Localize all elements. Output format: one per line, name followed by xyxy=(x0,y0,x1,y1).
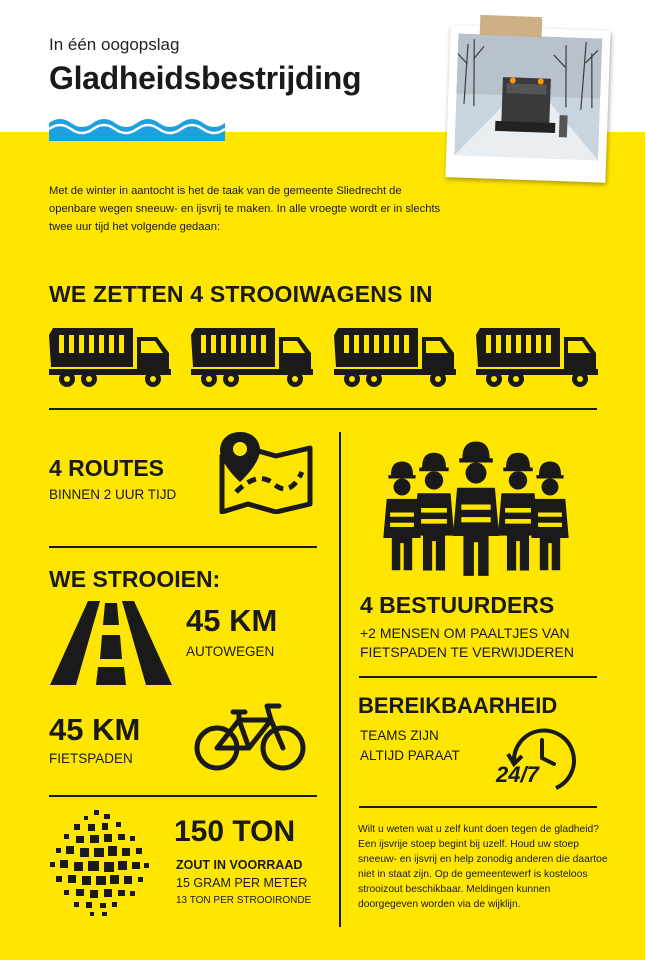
page-title: Gladheidsbestrijding xyxy=(49,60,362,96)
reach-line1: TEAMS ZIJN xyxy=(360,728,439,743)
drivers-line1: +2 MENSEN OM PAALTJES VAN xyxy=(360,625,570,641)
salt-line2: 15 GRAM PER METER xyxy=(176,876,308,890)
drivers-line2: FIETSPADEN TE VERWIJDEREN xyxy=(360,644,574,660)
trucks-heading: WE ZETTEN 4 STROOIWAGENS IN xyxy=(49,281,433,307)
routes-heading: 4 ROUTES xyxy=(49,455,165,481)
bike-value: 45 KM xyxy=(49,712,141,747)
reach-heading: BEREIKBAARHEID xyxy=(358,693,558,718)
divider-top xyxy=(49,408,597,410)
road-icon xyxy=(50,601,172,685)
divider-strooien xyxy=(49,795,317,797)
divider-drivers xyxy=(359,676,597,678)
wave-icon xyxy=(49,115,225,141)
salt-particles-icon xyxy=(44,808,156,920)
routes-sub: BINNEN 2 UUR TIJD xyxy=(49,487,177,502)
salt-line3: 13 TON PER STROOIRONDE xyxy=(176,895,312,906)
divider-vertical xyxy=(339,432,341,927)
drivers-heading: 4 BESTUURDERS xyxy=(360,592,555,618)
intro-text: Met de winter in aantocht is het de taak van de gemeente Sliedrecht de openbare wegen sneeuw- en ijsvrij te maken. In alle vroegte wordt er in slechts twee uur tijd het volgende gedaan: xyxy=(49,185,441,233)
truck-icons xyxy=(49,325,599,389)
bike-label: FIETSPADEN xyxy=(49,751,133,766)
divider-reach xyxy=(359,806,597,808)
gritter-truck-photo xyxy=(445,25,610,182)
divider-routes xyxy=(49,546,317,548)
reach-clock-label: 24/7 xyxy=(496,762,539,787)
tape-strip xyxy=(480,15,543,37)
page-subtitle: In één oogopslag xyxy=(49,35,180,54)
footer-text: Wilt u weten wat u zelf kunt doen tegen de gladheid? Een ijsvrije stoep begint bij uzelf. Houd uw stoep sneeuw- en ijsvrij en help zonodig anderen die daartoe niet in staat zijn. Op de gemeentewerf is kosteloos strooizout beschikbaar. Meldingen kunnen doorgegeven worden via de wijklijn. xyxy=(358,824,608,910)
map-pin-icon xyxy=(218,430,316,514)
bicycle-icon xyxy=(193,700,307,772)
salt-value: 150 TON xyxy=(174,815,296,848)
road-value: 45 KM xyxy=(186,603,278,638)
salt-line1: ZOUT IN VOORRAAD xyxy=(176,858,303,872)
workers-icon xyxy=(372,428,580,580)
strooien-heading: WE STROOIEN: xyxy=(49,566,221,592)
road-label: AUTOWEGEN xyxy=(186,644,275,659)
reach-line2: ALTIJD PARAAT xyxy=(360,748,460,763)
